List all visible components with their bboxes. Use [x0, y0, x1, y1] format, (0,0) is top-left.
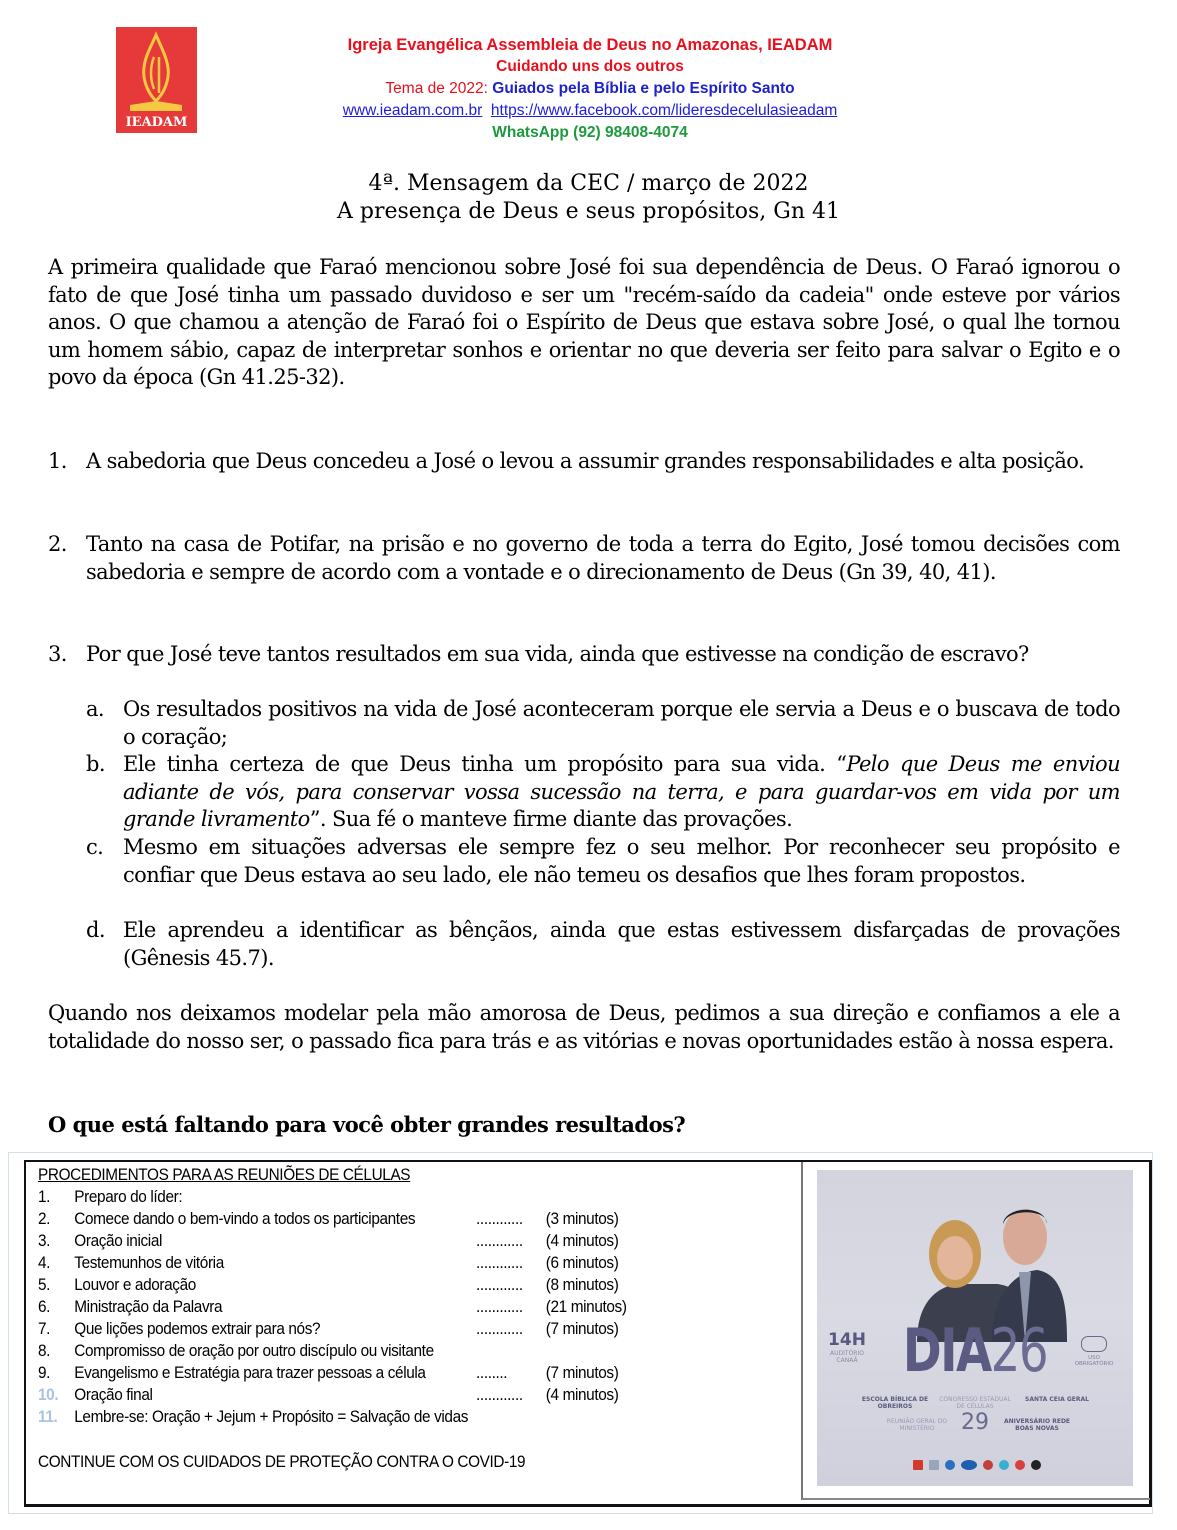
procedure-item — [38, 1318, 633, 1340]
theme-line — [200, 78, 980, 100]
procedure-number: 3. — [38, 1232, 51, 1250]
message-title-line2: A presença de Deus e seus propósitos, Gn 41 — [337, 199, 840, 224]
procedure-number: 11. — [38, 1408, 58, 1426]
subpoint-text: Os resultados positivos na vida de José aconteceram porque ele servia a Deus e o buscava de todo o coração; — [123, 697, 1120, 749]
poster-day-number: 26 — [990, 1316, 1048, 1386]
sponsor-logo-icon — [913, 1460, 923, 1470]
procedure-time: (6 minutos) — [545, 1254, 619, 1272]
poster-event: REUNIÃO GERAL DO MINISTÉRIO — [886, 1418, 948, 1432]
procedure-text: Evangelismo e Estratégia para trazer pessoas a célula — [74, 1364, 426, 1382]
subpoint-letter: b. — [86, 752, 105, 776]
sponsor-logo-icon — [945, 1460, 955, 1470]
procedure-dots: ............ — [476, 1386, 523, 1404]
bible-quote: Pelo que Deus me enviou adiante de vós, para conservar vossa sucessão na terra, e para guardar-vos em vida por um grande livramento — [123, 752, 1120, 831]
procedure-text: Comece dando o bem-vindo a todos os participantes — [74, 1210, 416, 1228]
point-3 — [48, 641, 1120, 669]
ieadam-logo — [116, 27, 197, 133]
intro-paragraph: A primeira qualidade que Faraó mencionou sobre José foi sua dependência de Deus. O Faraó ignorou o fato de que José tinha um passado duvidoso e ser um "recém-saído da cadeia" onde esteve por vários anos. O que chamou a atenção de Faraó foi o Espírito de Deus que estava sobre José, o qual lhe tornou um homem sábio, capaz de interpretar sonhos e orientar no que deveria ser feito para salvar o Egito e o povo da época (Gn 41.25-32). — [48, 255, 1120, 389]
procedure-dots: ............ — [476, 1254, 523, 1272]
procedure-text: Compromisso de oração por outro discípulo ou visitante — [74, 1342, 434, 1360]
sponsor-logos — [887, 1460, 1067, 1474]
letterhead — [200, 34, 980, 144]
poster-event: SANTA CEIA GERAL — [1025, 1396, 1089, 1403]
theme-label: Tema de 2022: — [385, 80, 488, 97]
subpoint-b — [86, 751, 1120, 834]
procedure-dots: ............ — [476, 1276, 523, 1294]
point-text: A sabedoria que Deus concedeu a José o levou a assumir grandes responsabilidades e alta posição. — [86, 449, 1085, 473]
procedure-text: Louvor e adoração — [74, 1276, 196, 1294]
procedure-number: 8. — [38, 1342, 51, 1360]
subpoint-text — [123, 751, 1120, 834]
procedure-dots: ............ — [476, 1298, 523, 1316]
sponsor-logo-icon — [999, 1460, 1009, 1470]
poster-day-label: DIA — [902, 1316, 991, 1386]
procedures-heading-row — [38, 1164, 633, 1186]
point-number: 2. — [48, 532, 67, 556]
poster-event: ESCOLA BÍBLICA DE OBREIROS — [861, 1396, 929, 1410]
procedure-time: (4 minutos) — [545, 1386, 619, 1404]
procedure-dots: ............ — [476, 1320, 523, 1338]
point-text: Tanto na casa de Potifar, na prisão e no governo de toda a terra do Egito, José tomou decisões com sabedoria e sempre de acordo com a vontade e o direcionamento de Deus (Gn 39, 40, 41). — [86, 532, 1120, 584]
procedure-item — [38, 1406, 633, 1428]
procedure-item — [38, 1296, 633, 1318]
procedure-time: (3 minutos) — [545, 1210, 619, 1228]
subpoint-d — [86, 917, 1120, 972]
procedure-item — [38, 1340, 633, 1362]
procedure-text: Oração inicial — [74, 1232, 163, 1250]
procedure-time: (7 minutos) — [545, 1364, 619, 1382]
subpoint-c — [86, 834, 1120, 889]
procedure-number: 9. — [38, 1364, 51, 1382]
procedure-number: 4. — [38, 1254, 51, 1272]
links-line — [200, 100, 980, 122]
procedure-time: (7 minutos) — [545, 1320, 619, 1338]
subpoint-text: Mesmo em situações adversas ele sempre fez o seu melhor. Por reconhecer seu propósito e confiar que Deus estava ao seu lado, ele não temeu os desafios que lhes foram propostos. — [123, 835, 1120, 887]
point-1 — [48, 448, 1120, 476]
procedure-text: Oração final — [74, 1386, 153, 1404]
theme-value: Guiados pela Bíblia e pelo Espírito Santo — [492, 80, 795, 97]
procedure-number: 2. — [38, 1210, 51, 1228]
sponsor-logo-icon — [983, 1460, 993, 1470]
procedures-list — [38, 1164, 633, 1428]
conclusion-paragraph: Quando nos deixamos modelar pela mão amorosa de Deus, pedimos a sua direção e confiamos a ele a totalidade do nosso ser, o passado fica para trás e as vitórias e novas oportunidades estão à nossa espera. — [48, 1001, 1120, 1053]
procedure-number: 5. — [38, 1276, 51, 1294]
procedure-dots: ........ — [476, 1364, 508, 1382]
procedure-item — [38, 1274, 633, 1296]
procedure-item — [38, 1384, 633, 1406]
anniversary-years: 29 — [961, 1410, 989, 1435]
procedure-time: (21 minutos) — [545, 1298, 627, 1316]
procedure-number: 7. — [38, 1320, 51, 1338]
subpoint-text: Ele aprendeu a identificar as bênçãos, ainda que estas estivessem disfarçadas de provações (Gênesis 45.7). — [123, 918, 1120, 970]
message-title — [0, 170, 1177, 226]
point-2 — [48, 531, 1120, 586]
closing-question: O que está faltando para você obter grandes resultados? — [48, 1112, 686, 1137]
mask-required — [1069, 1336, 1119, 1367]
procedure-text: Lembre-se: Oração + Jejum + Propósito = Salvação de vidas — [74, 1408, 469, 1426]
point-number: 3. — [48, 642, 67, 666]
procedure-time: (8 minutos) — [545, 1276, 619, 1294]
sponsor-logo-icon — [929, 1460, 939, 1470]
logo-text: IEADAM — [125, 115, 188, 130]
sponsor-logo-icon — [1031, 1460, 1041, 1470]
website-link[interactable]: www.ieadam.com.br — [342, 102, 483, 119]
procedure-number: 1. — [38, 1188, 51, 1206]
poster-event: ANIVERSÁRIO REDE BOAS NOVAS — [1003, 1418, 1071, 1432]
procedure-dots: ............ — [476, 1232, 523, 1250]
sponsor-logo-icon — [1015, 1460, 1025, 1470]
subpoint-a — [86, 696, 1120, 751]
procedure-text: Que lições podemos extrair para nós? — [74, 1320, 321, 1338]
procedure-item — [38, 1230, 633, 1252]
poster-event: CONGRESSO ESTADUAL DE CÉLULAS — [939, 1396, 1011, 1410]
subpoint-text-before: Ele tinha certeza de que Deus tinha um propósito para sua vida. “ — [123, 752, 847, 776]
slogan: Cuidando uns dos outros — [496, 58, 684, 75]
procedure-number: 6. — [38, 1298, 51, 1316]
procedure-item — [38, 1252, 633, 1274]
procedure-time: (4 minutos) — [545, 1232, 619, 1250]
procedures-rows — [38, 1186, 633, 1428]
subpoint-letter: d. — [86, 918, 105, 942]
subpoint-text-after: ”. Sua fé o manteve firme diante das provações. — [309, 807, 793, 831]
subpoint-letter: a. — [86, 697, 104, 721]
procedure-text: Ministração da Palavra — [74, 1298, 223, 1316]
procedure-dots: ............ — [476, 1210, 523, 1228]
poster-time-value: 14H — [828, 1330, 866, 1350]
message-title-line1: 4ª. Mensagem da CEC / março de 2022 — [368, 171, 809, 196]
procedures-heading: PROCEDIMENTOS PARA AS REUNIÕES DE CÉLULAS — [38, 1166, 411, 1184]
procedure-text: Testemunhos de vitória — [74, 1254, 224, 1272]
whatsapp-contact: WhatsApp (92) 98408-4074 — [492, 124, 688, 141]
mask-note: USO OBRIGATÓRIO — [1074, 1355, 1114, 1367]
covid-notice: CONTINUE COM OS CUIDADOS DE PROTEÇÃO CONTRA O COVID-19 — [38, 1453, 526, 1471]
sponsor-logo-icon — [961, 1460, 977, 1470]
poster-date — [852, 1318, 1098, 1384]
procedure-text: Preparo do líder: — [74, 1188, 183, 1206]
face-mask-icon — [1081, 1336, 1107, 1352]
point-number: 1. — [48, 449, 67, 473]
subpoint-letter: c. — [86, 835, 104, 859]
point-text: Por que José teve tantos resultados em sua vida, ainda que estivesse na condição de escravo? — [86, 642, 1029, 666]
poster-place: AUDITÓRIO CANAÃ — [830, 1350, 864, 1364]
facebook-link[interactable]: https://www.facebook.com/lideresdecelulasieadam — [490, 102, 838, 119]
procedure-number: 10. — [38, 1386, 59, 1404]
organization-name: Igreja Evangélica Assembleia de Deus no Amazonas, IEADAM — [347, 36, 833, 54]
procedure-item — [38, 1186, 633, 1208]
event-poster — [817, 1170, 1133, 1486]
procedure-item — [38, 1362, 633, 1384]
flame-book-icon — [116, 27, 197, 133]
procedure-item — [38, 1208, 633, 1230]
